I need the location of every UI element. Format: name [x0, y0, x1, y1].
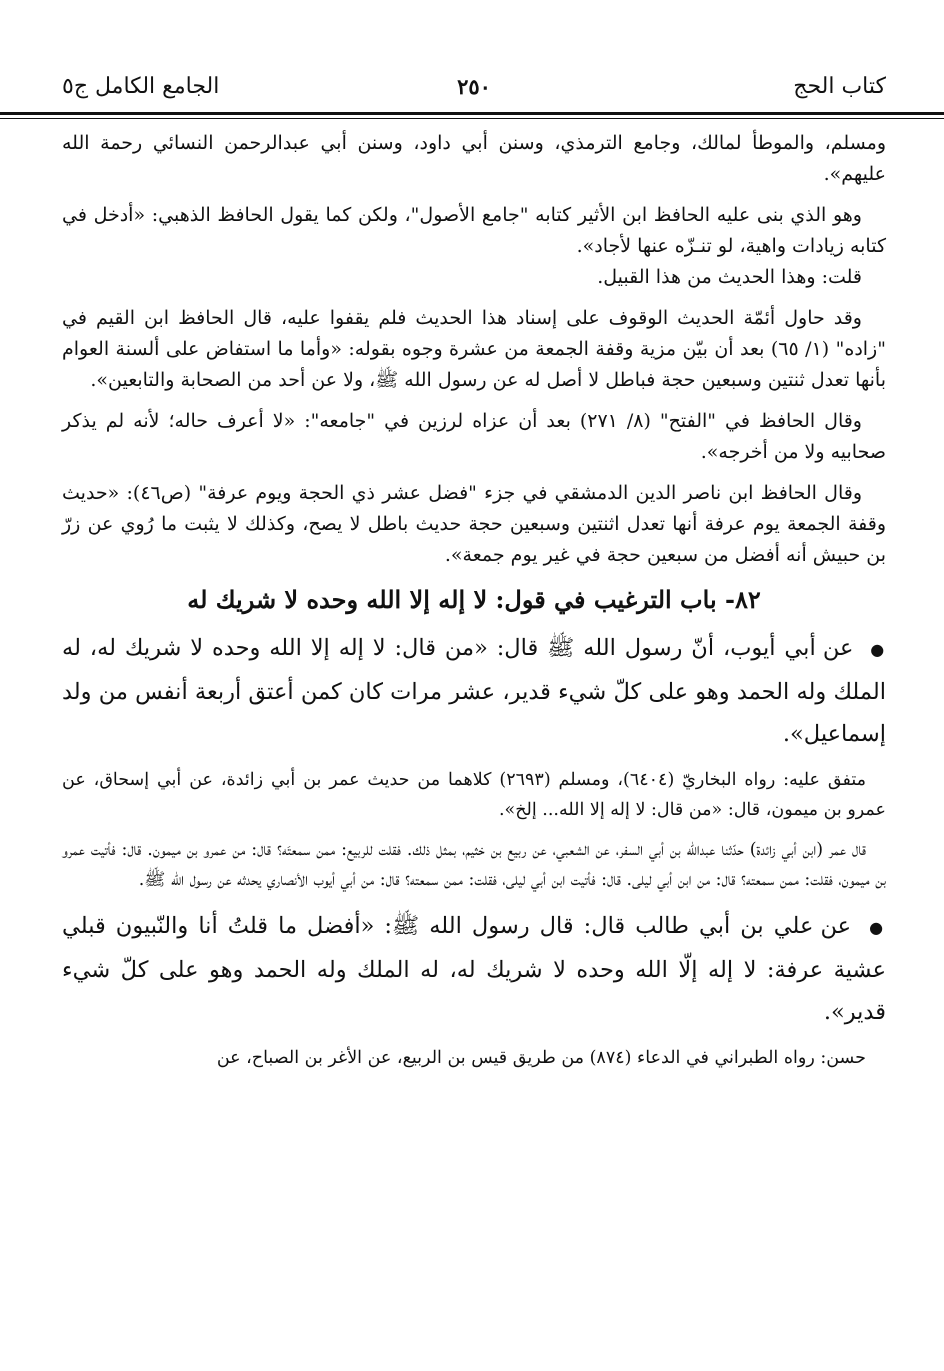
header-volume-title: الجامع الكامل ج٥ — [62, 74, 220, 99]
page-header — [62, 0, 886, 112]
chapter-heading: ٨٢- باب الترغيب في قول: لا إله إلا الله وحده لا شريك له — [187, 585, 761, 614]
hadith-body: عن علي بن أبي طالب قال: قال رسول الله ﷺ: «أفضل ما قلتُ أنا والنّبيون قبلي عشية عرفة: لا إله إلّا الله وحده لا شريك له، له الملك وله الحمد وهو على كلّ شيء قدير». — [62, 913, 886, 1025]
paragraph: وقال الحافظ ابن ناصر الدين الدمشقي في جزء "فضل عشر ذي الحجة ويوم عرفة" (ص٤٦): «حديث وقفة الجمعة يوم عرفة أنها تعدل اثنتين وسبعين حجة حديث باطل لا يصح، وكذلك لا يثبت ما رُوي عن زرّ بن حبيش أنه أفضل من سبعين حجة في غير يوم جمعة». — [62, 482, 886, 566]
paragraph: وقد حاول أئمّة الحديث الوقوف على إسناد هذا الحديث فلم يقفوا عليه، قال الحافظ ابن القيم في "زاده" (١/ ٦٥) بعد أن بيّن مزية وقفة الجمعة من عشرة وجوه بقوله: «وأما ما استفاض على ألسنة العوام بأنها تعدل ثنتين وسبعين حجة فباطل لا أصل له عن رسول الله ﷺ، ولا عن أحد من الصحابة والتابعين». — [62, 307, 886, 391]
page-number: ٢٥٠ — [457, 74, 491, 99]
paragraph: قلت: وهذا الحديث من هذا القبيل. — [597, 266, 862, 288]
bullet-icon: ● — [869, 918, 886, 937]
takhrij-note: حسن: رواه الطبراني في الدعاء (٨٧٤) من طريق قيس بن الربيع، عن الأغر بن الصباح، عن — [216, 1048, 866, 1068]
hadith-text — [62, 905, 886, 1033]
header-book-title: كتاب الحج — [793, 74, 886, 99]
page-body — [62, 128, 886, 1073]
takhrij-note: قال عمر (ابن أبي زائدة) حدّثنا عبدالله بن أبي السفر، عن الشعبي، عن ربيع بن خثيم، بمثل ذلك. فقلت للربيع: ممن سمعتَه؟ قال: من عمرو بن ميمون. قال: فأتيت عمرو بن ميمون، فقلت: ممن سمعته؟ قال: من ابن أبي ليلى. قال: فأتيت ابن أبي ليلى، فقلت: ممن سمعته؟ قال: من أبي أيوب الأنصاري يحدثه عن رسول الله ﷺ. — [62, 840, 886, 890]
hadith-body: عن أبي أيوب، أنّ رسول الله ﷺ قال: «من قال: لا إله إلا الله وحده لا شريك له، له الملك وله الحمد وهو على كلّ شيء قدير، عشر مرات كان كمن أعتق أربعة أنفس من ولد إسماعيل». — [62, 635, 886, 747]
paragraph: وقال الحافظ في "الفتح" (٨/ ٢٧١) بعد أن عزاه لرزين في "جامعه": «لا أعرف حاله؛ لأنه لم يذكر صحابيه ولا من أخرجه». — [62, 410, 886, 463]
bullet-icon: ● — [870, 640, 886, 659]
paragraph: وهو الذي بنى عليه الحافظ ابن الأثير كتابه "جامع الأصول"، ولكن كما يقول الحافظ الذهبي: «أدخل في كتابه زيادات واهية، لو تنـزّه عنها لأجاد». — [62, 204, 886, 257]
header-rule-thick — [0, 112, 944, 115]
takhrij-note: متفق عليه: رواه البخاريّ (٦٤٠٤)، ومسلم (٢٦٩٣) كلاهما من حديث عمر بن أبي زائدة، عن أبي إسحاق، عن عمرو بن ميمون، قال: «من قال: لا إله إلا الله... إلخ». — [62, 770, 886, 820]
header-rule-thin — [0, 118, 944, 119]
paragraph: ومسلم، والموطأ لمالك، وجامع الترمذي، وسنن أبي داود، وسنن أبي عبدالرحمن النسائي رحمة الله عليهم». — [62, 132, 886, 185]
hadith-text — [62, 627, 886, 755]
